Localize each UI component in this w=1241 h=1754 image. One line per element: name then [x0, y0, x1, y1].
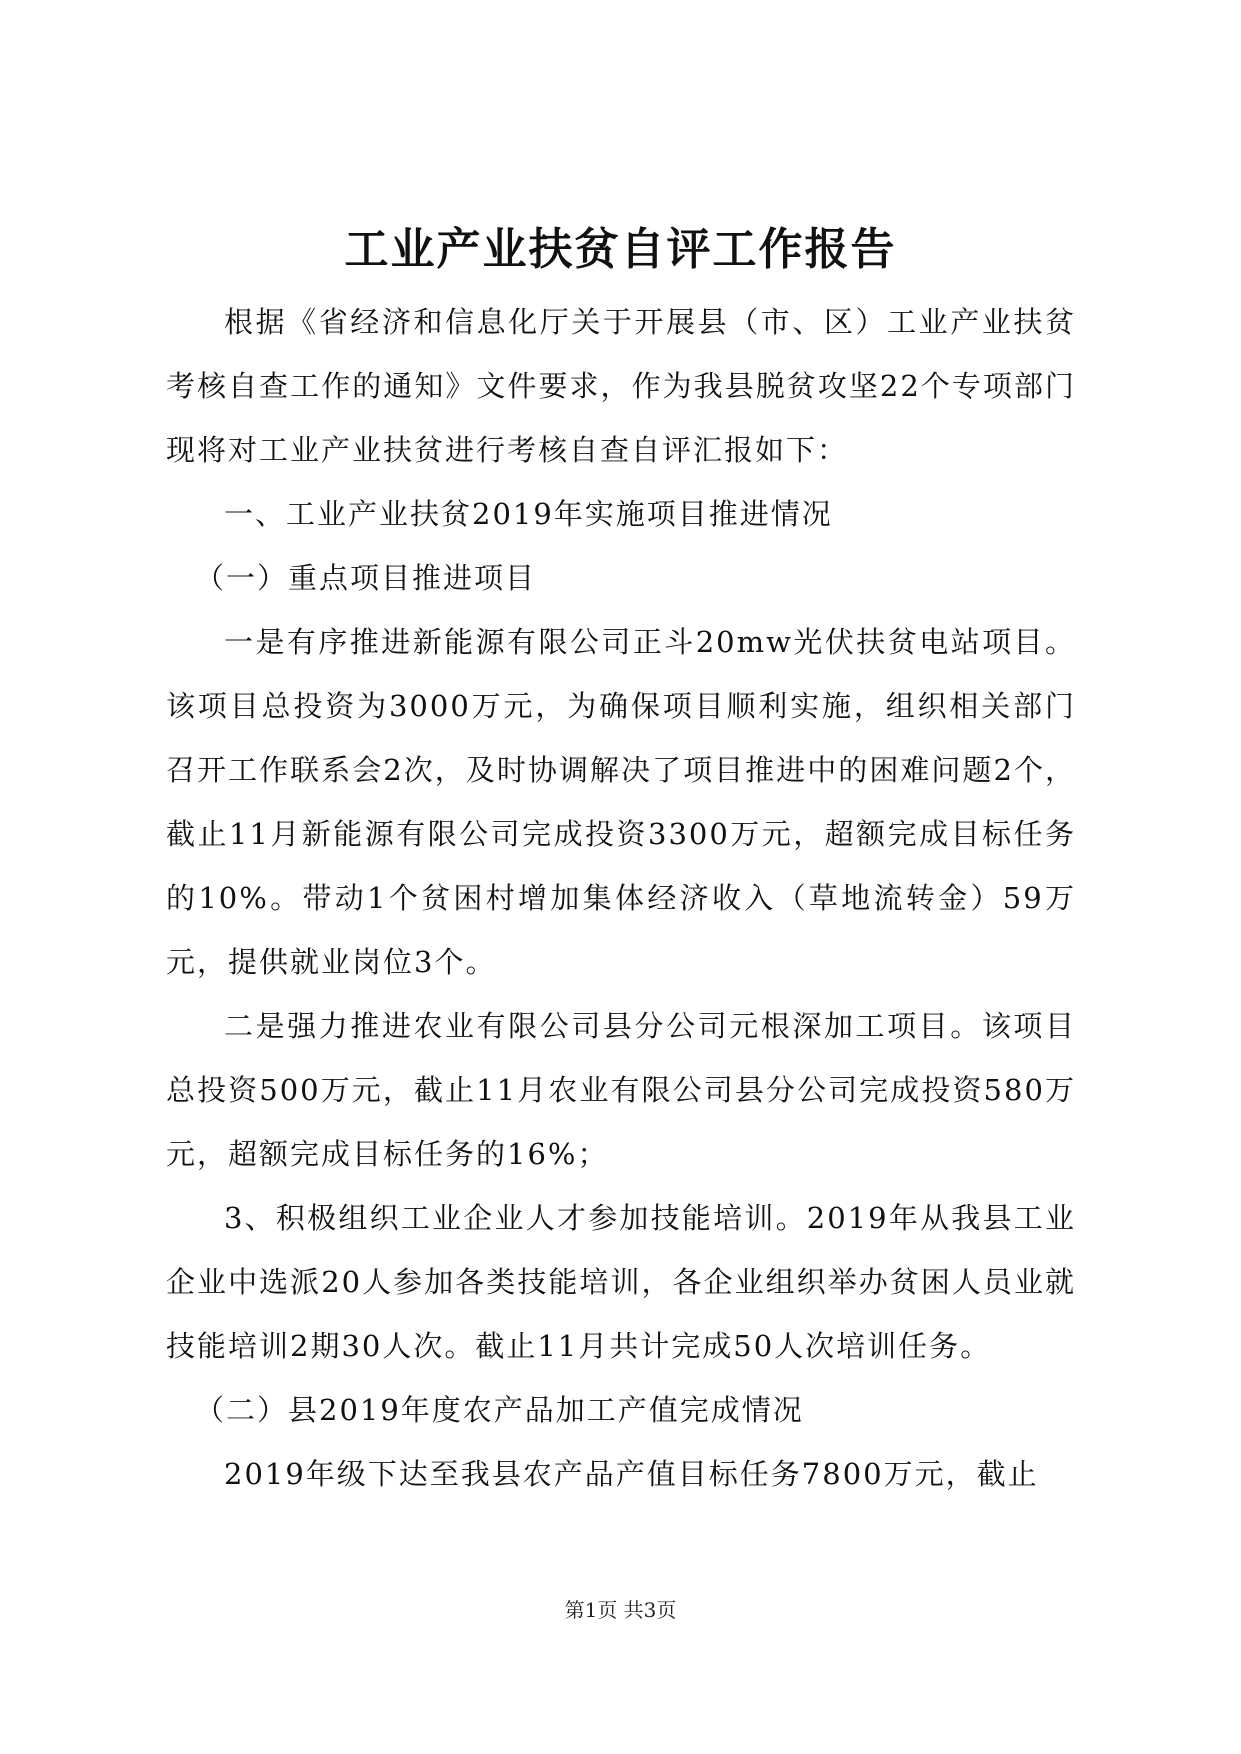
subsection-heading-2: （二）县2019年度农产品加工产值完成情况: [195, 1393, 804, 1427]
section-heading-1: 一、工业产业扶贫2019年实施项目推进情况: [224, 497, 833, 531]
paragraph-project-1: 一是有序推进新能源有限公司正斗20mw光伏扶贫电站项目。该项目总投资为3000万元，为确保项目顺利实施，组织相关部门召开工作联系会2次，及时协调解决了项目推进中的困难问题2个，截止11月新能源有限公司完成投资3300万元，超额完成目标任务的10%。带动1个贫困村增加集体经济收入（草地流转金）59万元，提供就业岗位3个。: [166, 625, 1076, 979]
document-body: [166, 290, 1076, 1506]
paragraph-output: 2019年级下达至我县农产品产值目标任务7800万元，截止: [224, 1457, 1039, 1491]
subsection-heading-1: （一）重点项目推进项目: [195, 561, 537, 595]
intro-paragraph: 根据《省经济和信息化厅关于开展县（市、区）工业产业扶贫考核自查工作的通知》文件要求，作为我县脱贫攻坚22个专项部门现将对工业产业扶贫进行考核自查自评汇报如下：: [166, 305, 1076, 467]
page-number-footer: 第1页 共3页: [564, 1598, 677, 1622]
document-title: 工业产业扶贫自评工作报告: [344, 224, 897, 275]
paragraph-training: 3、积极组织工业企业人才参加技能培训。2019年从我县工业企业中选派20人参加各类技能培训，各企业组织举办贫困人员业就技能培训2期30人次。截止11月共计完成50人次培训任务。: [166, 1201, 1076, 1363]
paragraph-project-2: 二是强力推进农业有限公司县分公司元根深加工项目。该项目总投资500万元，截止11月农业有限公司县分公司完成投资580万元，超额完成目标任务的16%；: [166, 1009, 1076, 1171]
